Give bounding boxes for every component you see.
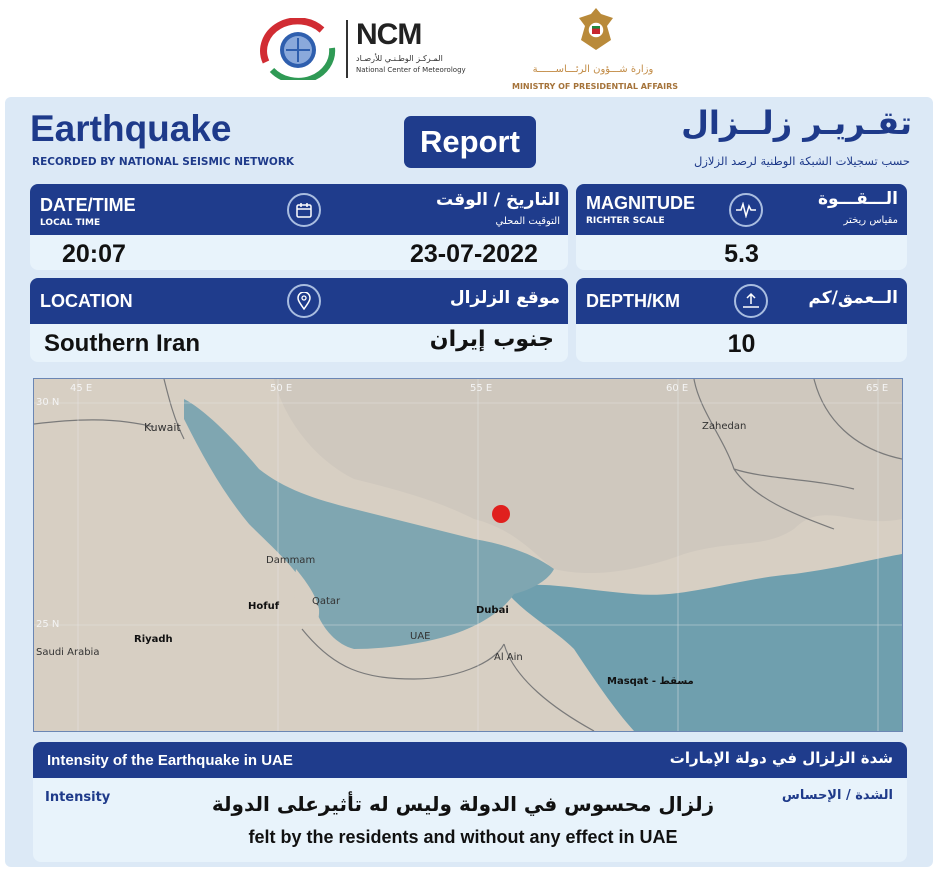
epicenter-map [33, 378, 903, 732]
subtitle-arabic: حسب تسجيلات الشبكة الوطنية لرصد الزلازل [694, 154, 910, 168]
grid-label-45e: 45 E [70, 383, 93, 394]
magnitude-label-en: MAGNITUDE [586, 193, 695, 213]
map-pin-icon [287, 284, 321, 318]
place-riyadh: Riyadh [134, 634, 173, 645]
title-english: Earthquake [30, 108, 232, 149]
intensity-header [33, 742, 907, 778]
datetime-card [30, 184, 568, 270]
ministry-arabic-name: وزارة شـــؤون الرئـــاســــــة [532, 64, 654, 75]
report-badge: Report [404, 116, 536, 168]
calendar-icon [287, 193, 321, 227]
location-value-ar: جنوب إيران [429, 327, 554, 352]
datetime-label-ar: التاريخ / الوقت [436, 190, 560, 210]
intensity-card [33, 742, 907, 862]
place-saudi-arabia: Saudi Arabia [36, 647, 100, 658]
ncm-english-name: National Center of Meteorology [356, 66, 466, 74]
grid-label-30n: 30 N [36, 397, 60, 408]
depth-card [576, 278, 907, 362]
intensity-label-en: Intensity of the Earthquake in UAE [47, 752, 293, 769]
date-value: 23-07-2022 [410, 240, 538, 268]
place-dammam: Dammam [266, 555, 316, 566]
location-label-en: LOCATION [40, 291, 133, 311]
location-card [30, 278, 568, 362]
ministry-logo [508, 4, 683, 94]
falcon-emblem-icon [574, 4, 618, 54]
subtitle-english: RECORDED BY NATIONAL SEISMIC NETWORK [32, 156, 295, 168]
place-al-ain: Al Ain [494, 652, 523, 663]
epicenter-marker [492, 505, 510, 523]
location-header [30, 278, 568, 324]
magnitude-card [576, 184, 907, 270]
magnitude-sublabel-en: RICHTER SCALE [586, 216, 665, 226]
location-label-ar: موقع الزلزال [449, 288, 560, 308]
place-qatar: Qatar [312, 596, 341, 607]
depth-value: 10 [727, 330, 756, 358]
ncm-arabic-name: المـركـز الوطـنـي للأرصـاد [356, 54, 443, 63]
grid-label-50e: 50 E [270, 383, 293, 394]
intensity-sub-en: Intensity [45, 790, 111, 805]
magnitude-label-ar: الـــقـــوة [817, 189, 898, 209]
location-value-en: Southern Iran [44, 330, 201, 357]
grid-label-25n: 25 N [36, 619, 60, 630]
depth-header [576, 278, 907, 324]
ncm-logo [258, 18, 473, 80]
ncm-name: NCM [356, 18, 422, 51]
depth-label-en: DEPTH/KM [586, 291, 680, 311]
intensity-description-en: felt by the residents and without any effect in UAE [248, 827, 678, 847]
datetime-label-en: DATE/TIME [40, 195, 136, 215]
title-banner [12, 100, 925, 178]
datetime-sublabel-en: LOCAL TIME [40, 218, 101, 228]
grid-label-65e: 65 E [866, 383, 889, 394]
grid-label-55e: 55 E [470, 383, 493, 394]
seismograph-icon [729, 193, 763, 227]
time-value: 20:07 [62, 240, 126, 268]
datetime-sublabel-ar: التوقيت المحلي [495, 216, 560, 227]
grid-label-60e: 60 E [666, 383, 689, 394]
place-uae: UAE [410, 631, 431, 642]
intensity-sub-ar: الشدة / الإحساس [781, 788, 893, 803]
magnitude-header [576, 184, 907, 235]
intensity-description-ar: زلزال محسوس في الدولة وليس له تأثيرعلى الدولة [211, 792, 715, 816]
magnitude-sublabel-ar: مقياس ريختر [843, 215, 898, 226]
depth-label-ar: الــعمق/كم [808, 288, 898, 308]
place-zahedan: Zahedan [702, 421, 747, 432]
intensity-label-ar: شدة الزلزال في دولة الإمارات [669, 749, 893, 767]
magnitude-value: 5.3 [724, 240, 759, 268]
ncm-emblem-icon [258, 18, 338, 80]
title-arabic: تقـريـر زلــزال [681, 104, 912, 142]
place-hofuf: Hofuf [248, 601, 280, 612]
ministry-english-name: MINISTRY OF PRESIDENTIAL AFFAIRS [511, 82, 678, 91]
depth-icon [734, 284, 768, 318]
place-kuwait: Kuwait [144, 421, 181, 434]
place-masqat: Masqat - مسقط [607, 676, 694, 687]
place-dubai: Dubai [476, 605, 509, 616]
datetime-header [30, 184, 568, 235]
